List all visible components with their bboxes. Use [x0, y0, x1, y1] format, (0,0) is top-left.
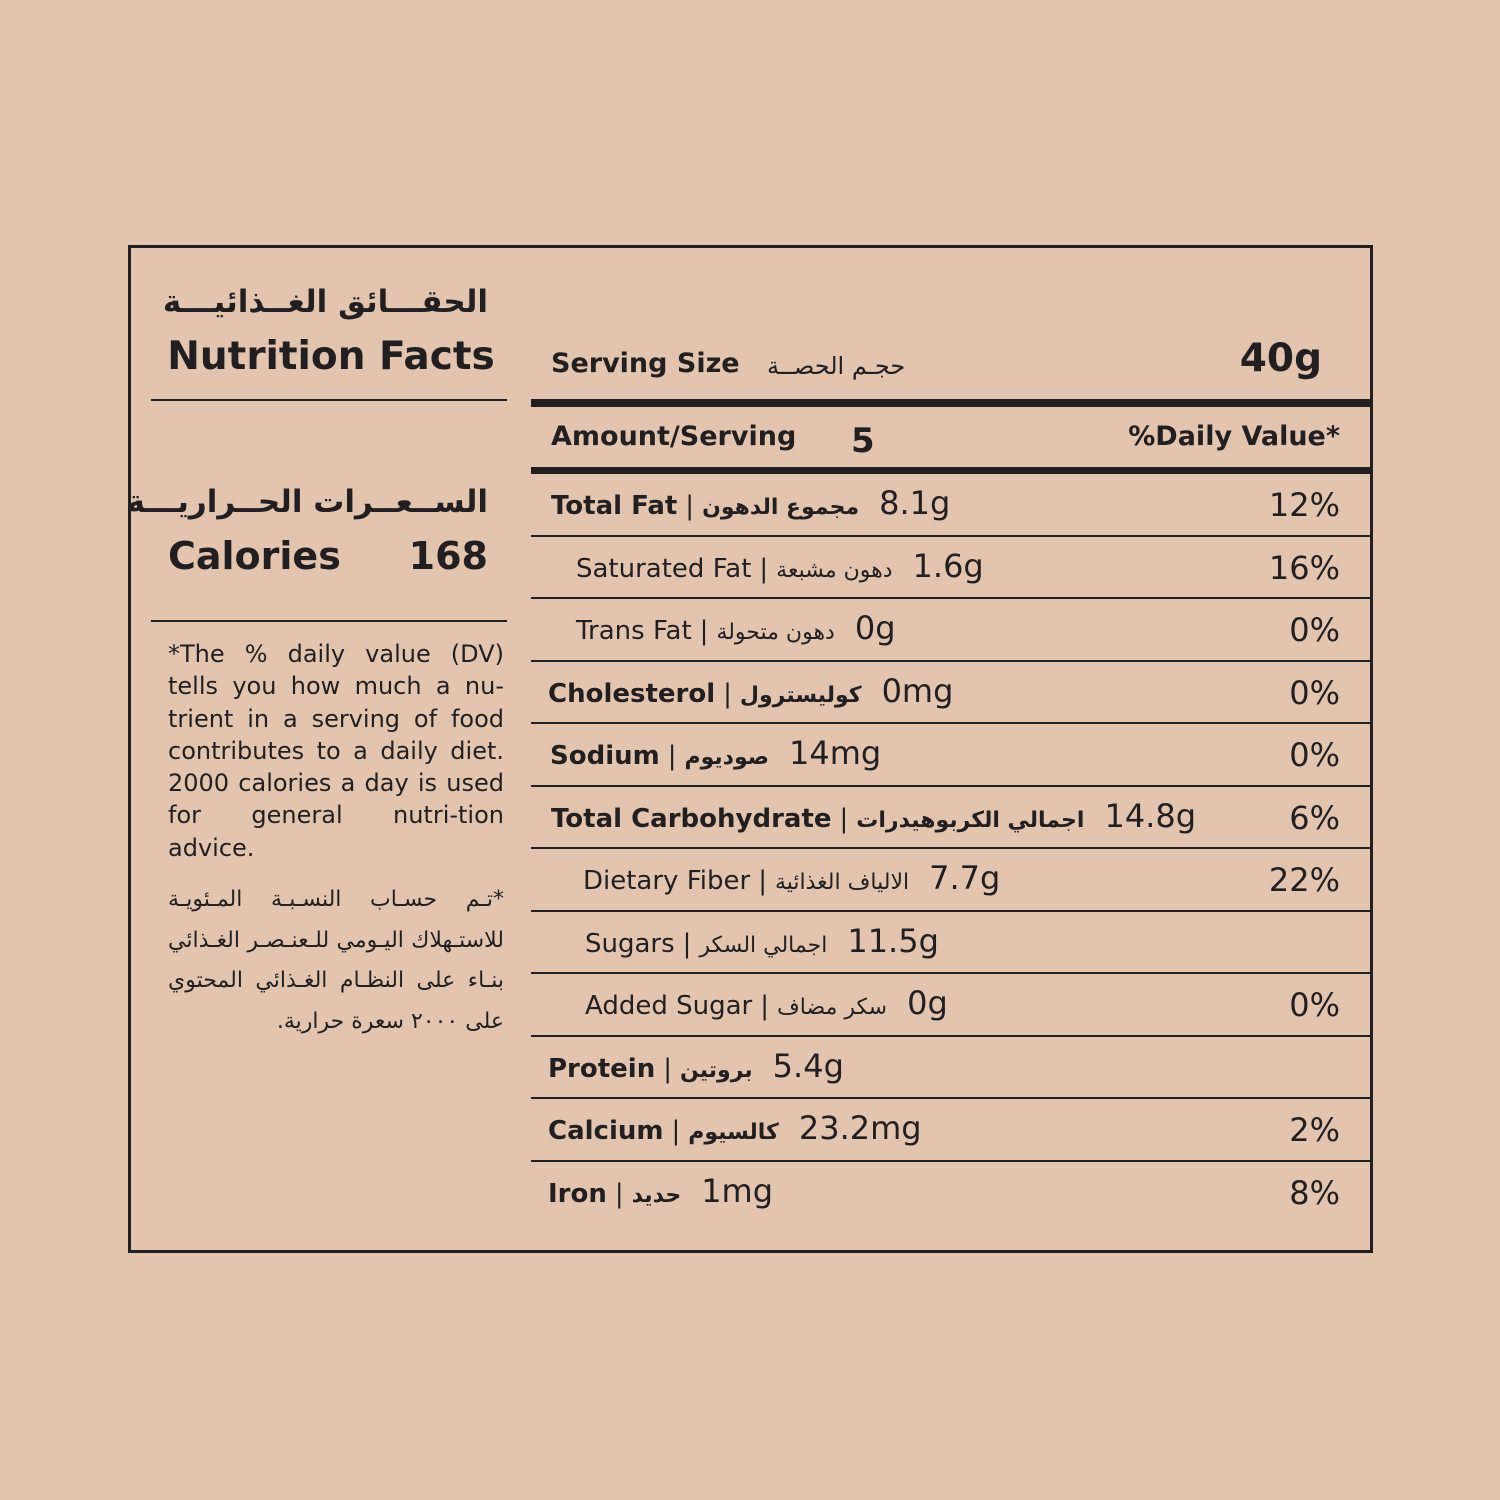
nutrient-name-arabic: سكر مضاف: [776, 995, 888, 1020]
label-left-column: [126, 248, 531, 1250]
nutrient-name-arabic: كالسيوم: [688, 1120, 779, 1145]
nutrient-daily-value: 0%: [1289, 673, 1340, 712]
nutrient-name: Total Fat: [551, 491, 678, 521]
daily-value-header: %Daily Value*: [1128, 421, 1340, 452]
nutrient-name-arabic: كوليسترول: [739, 682, 862, 708]
separator: |: [671, 1116, 681, 1146]
nutrient-row-total-fat: [531, 474, 1370, 537]
amount-per-serving-label: Amount/Serving: [551, 421, 797, 452]
nutrient-name-arabic: بروتين: [680, 1057, 753, 1083]
nutrient-row-protein: [531, 1037, 1370, 1100]
separator: |: [685, 491, 695, 521]
calories-value: 168: [408, 534, 488, 578]
serving-size-row: [531, 248, 1370, 398]
daily-value-note-english: *The % daily value (DV) tells you how much a nu-trient in a serving of food contributes to a daily diet. 2000 calories a day is used for general nutri-tion advice.: [168, 640, 504, 862]
nutrient-name-arabic: مجموع الدهون: [702, 495, 860, 520]
nutrient-name-arabic: دهون متحولة: [716, 620, 835, 645]
divider: [151, 620, 507, 622]
nutrient-name-arabic: حديد: [631, 1182, 682, 1208]
calories-label: Calories: [168, 534, 341, 578]
nutrient-amount: 14mg: [789, 734, 882, 772]
nutrient-amount: 0g: [907, 984, 948, 1022]
nutrient-daily-value: 16%: [1268, 548, 1340, 587]
nutrient-amount: 0g: [854, 609, 896, 647]
divider: [151, 399, 507, 401]
nutrient-name: Dietary Fiber: [583, 866, 751, 896]
nutrient-name: Cholesterol: [548, 678, 716, 709]
label-right-column: [531, 248, 1370, 1250]
nutrient-daily-value: 12%: [1268, 486, 1340, 524]
serving-size-label: Serving Size: [551, 348, 740, 379]
nutrient-name-arabic: دهون مشبعة: [776, 557, 893, 583]
nutrient-amount: 0mg: [881, 671, 954, 710]
nutrient-row-trans-fat: [531, 599, 1370, 662]
nutrient-daily-value: 0%: [1289, 736, 1340, 774]
nutrient-daily-value: 6%: [1289, 798, 1340, 837]
amount-per-serving-row: [531, 407, 1370, 467]
nutrient-name: Trans Fat: [576, 616, 692, 646]
separator: |: [760, 991, 769, 1021]
nutrient-name: Iron: [548, 1178, 607, 1209]
calories-row: [168, 534, 488, 578]
serving-size-value: 40g: [1239, 336, 1322, 381]
nutrient-row-sodium: [531, 724, 1370, 787]
title-arabic: الحقـــائق الغــذائيـــة: [162, 284, 488, 320]
nutrient-amount: 1mg: [701, 1171, 774, 1210]
separator: |: [682, 928, 692, 959]
nutrient-amount: 1.6g: [912, 546, 984, 585]
nutrient-name: Saturated Fat: [576, 553, 752, 584]
nutrient-row-saturated-fat: [531, 537, 1370, 600]
nutrient-row-added-sugar: [531, 974, 1370, 1037]
nutrient-name: Added Sugar: [585, 991, 753, 1021]
separator: |: [699, 616, 709, 646]
separator: |: [663, 1053, 672, 1084]
daily-value-note-arabic: *تـم حسـاب النسـبـة المـئويـة للاستـهلاك اليـومي للـعنـصـر الغـذائي بنـاء على النظـام الغـذائي المحتوي على ٢٠٠٠ سعرة حرارية.: [168, 887, 504, 1034]
nutrient-name-arabic: الالياف الغذائية: [774, 870, 910, 895]
nutrient-row-total-carbohydrate: [531, 787, 1370, 850]
nutrient-name-arabic: اجمالي السكر: [699, 932, 828, 958]
nutrient-table: [531, 474, 1370, 1224]
nutrient-row-cholesterol: [531, 662, 1370, 725]
nutrient-amount: 23.2mg: [798, 1109, 922, 1147]
separator: |: [758, 866, 767, 896]
nutrient-daily-value: 2%: [1289, 1111, 1340, 1149]
nutrient-daily-value: 8%: [1289, 1173, 1340, 1212]
serving-size-label-arabic: حجـم الحصــة: [767, 352, 906, 380]
title-english: Nutrition Facts: [167, 334, 495, 379]
nutrient-daily-value: 0%: [1289, 986, 1340, 1024]
nutrient-row-sugars: [531, 912, 1370, 975]
nutrient-amount: 5.4g: [772, 1046, 844, 1085]
thick-divider: [531, 467, 1370, 474]
nutrient-row-dietary-fiber: [531, 849, 1370, 912]
nutrient-daily-value: 0%: [1289, 611, 1340, 649]
nutrient-name: Total Carbohydrate: [551, 803, 832, 834]
nutrient-daily-value: 22%: [1268, 861, 1340, 899]
nutrient-name: Calcium: [548, 1116, 664, 1146]
nutrition-label: [128, 245, 1373, 1253]
nutrient-row-iron: [531, 1162, 1370, 1225]
separator: |: [839, 803, 849, 834]
separator: |: [667, 741, 677, 771]
nutrient-name: Sugars: [585, 928, 675, 959]
nutrient-name: Protein: [548, 1053, 656, 1084]
nutrient-amount: 7.7g: [929, 859, 1001, 897]
nutrient-row-calcium: [531, 1099, 1370, 1162]
nutrient-amount: 8.1g: [879, 484, 951, 522]
nutrient-amount: 14.8g: [1104, 796, 1197, 835]
amount-per-serving-value: 5: [851, 421, 875, 461]
nutrient-amount: 11.5g: [847, 921, 939, 960]
nutrient-name: Sodium: [550, 741, 660, 771]
nutrient-name-arabic: صوديوم: [684, 745, 770, 770]
separator: |: [614, 1178, 624, 1209]
calories-arabic: الســعــرات الحــراريـــة: [126, 484, 488, 520]
separator: |: [759, 553, 769, 584]
separator: |: [723, 678, 732, 709]
thick-divider: [531, 399, 1370, 407]
nutrient-name-arabic: اجمالي الكربوهيدرات: [856, 807, 1085, 833]
